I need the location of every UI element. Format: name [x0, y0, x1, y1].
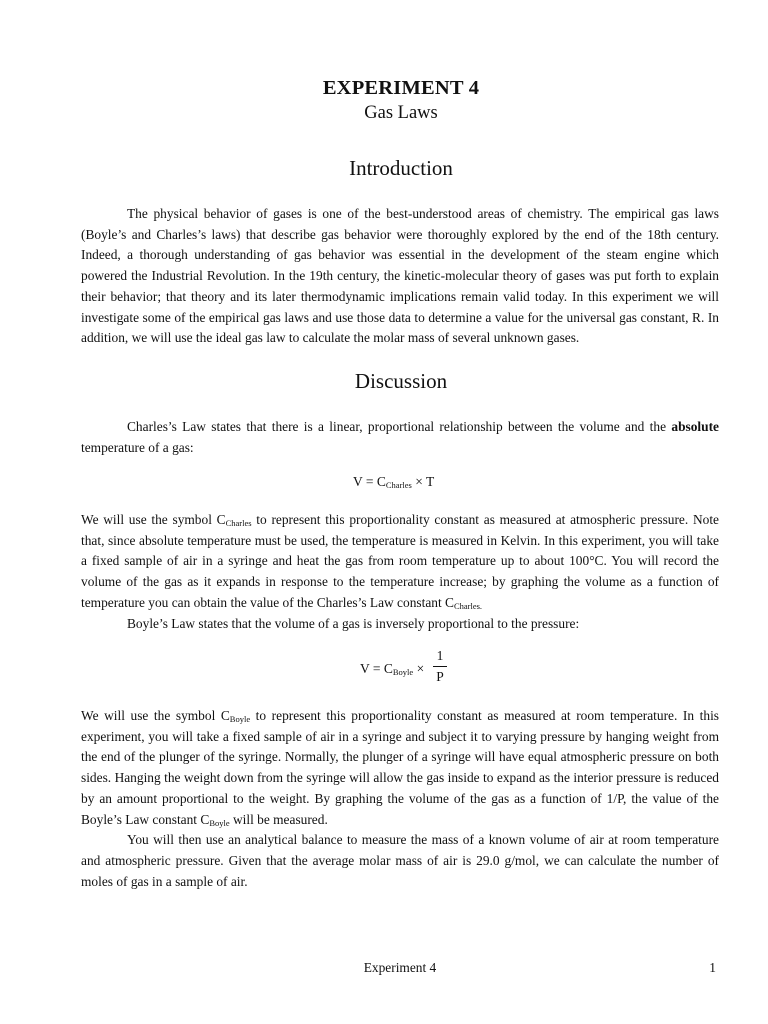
- introduction-text: The physical behavior of gases is one of the best-understood areas of chemistry. The empirical gas laws (Boyle’s and Charles’s laws) that describe gas behavior were thoroughly explored by the end of the 18th century. Indeed, a thorough understanding of gas behavior was essential in the development of the steam engine which powered the Industrial Revolution. In the 19th century, the kinetic-molecular theory of gases was put forth to explain their behavior; that theory and its later thermodynamic implications remain valid today. In this experiment we will investigate some of the empirical gas laws and use those data to determine a value for the universal gas constant, R. In addition, we will use the ideal gas law to calculate the molar mass of several unknown gases.: [81, 206, 719, 346]
- introduction-heading: Introduction: [349, 156, 453, 180]
- charles-intro-text: Charles’s Law states that there is a linear, proportional relationship between the volume and the: [127, 419, 672, 434]
- introduction-paragraph: [81, 204, 719, 349]
- fraction-bar: [433, 666, 447, 667]
- boyle-intro-text: Boyle’s Law states that the volume of a gas is inversely proportional to the pressure:: [127, 615, 580, 631]
- boyle-detail-sub-end: Boyle: [209, 817, 230, 828]
- absolute-emphasis: absolute: [671, 419, 719, 434]
- charles-eq-subscript: Charles: [385, 480, 412, 490]
- boyle-detail-b: to represent this proportionality constant as measured at room temperature. In this experiment, you will take a fixed sample of air in a syringe and subject it to varying pressure by hanging weight from the end of the plunger of the syringe. Normally, the plunger of a syringe will have equal atmospheric pressure on both sides. Hanging the weight down from the syringe will allow the gas inside to expand as the interior pressure is reduced by an amount proportional to the weight. By graphing the volume of the gas as a function of 1/P, the value of the Boyle’s Law constant C: [81, 708, 719, 827]
- boyle-eq-lhs: V = C: [360, 661, 393, 676]
- page-number: 1: [709, 960, 716, 975]
- charles-law-equation: [353, 474, 434, 490]
- footer-label: Experiment 4: [363, 960, 437, 975]
- page-title: EXPERIMENT 4: [322, 77, 480, 99]
- boyle-eq-subscript: Boyle: [392, 667, 414, 677]
- charles-detail-sub-end: Charles.: [453, 600, 483, 611]
- discussion-heading: Discussion: [354, 369, 448, 393]
- charles-detail-paragraph: [81, 510, 719, 634]
- boyle-eq-times: ×: [413, 661, 425, 676]
- molar-mass-text: You will then use an analytical balance to measure the mass of a known volume of air at room temperature and atmospheric pressure. Given that the average molar mass of air is 29.0 g/mol, we can calculate the number of moles of gas in a sample of air.: [81, 832, 719, 889]
- fraction-numerator: 1: [436, 648, 444, 663]
- charles-detail-sub: Charles: [225, 518, 252, 528]
- charles-intro-tail: temperature of a gas:: [81, 439, 194, 455]
- charles-eq-rhs: × T: [411, 474, 435, 489]
- page-subtitle: Gas Laws: [364, 103, 438, 123]
- inverse-pressure-fraction: [433, 648, 447, 685]
- charles-detail-b: to represent this proportionality constant as measured at atmospheric pressure. Note that, since absolute temperature must be used, the temperature is measured in Kelvin. In this experiment, you will take a fixed sample of air in a syringe and heat the gas from room temperature up to about 100°C. You will record the volume of the gas as it expands in response to the temperature increase; by graphing the volume as a function of temperature you can obtain the value of the Charles’s Law constant C: [81, 512, 719, 610]
- charles-law-paragraph: [81, 417, 719, 458]
- fraction-denominator: P: [436, 669, 444, 684]
- charles-eq-lhs: V = C: [353, 474, 386, 489]
- boyle-detail-d: will be measured.: [229, 811, 328, 827]
- charles-detail-a: We will use the symbol C: [81, 512, 226, 527]
- boyle-detail-a: We will use the symbol C: [81, 708, 230, 723]
- boyle-detail-paragraph: [81, 706, 719, 892]
- boyle-detail-sub: Boyle: [229, 714, 251, 724]
